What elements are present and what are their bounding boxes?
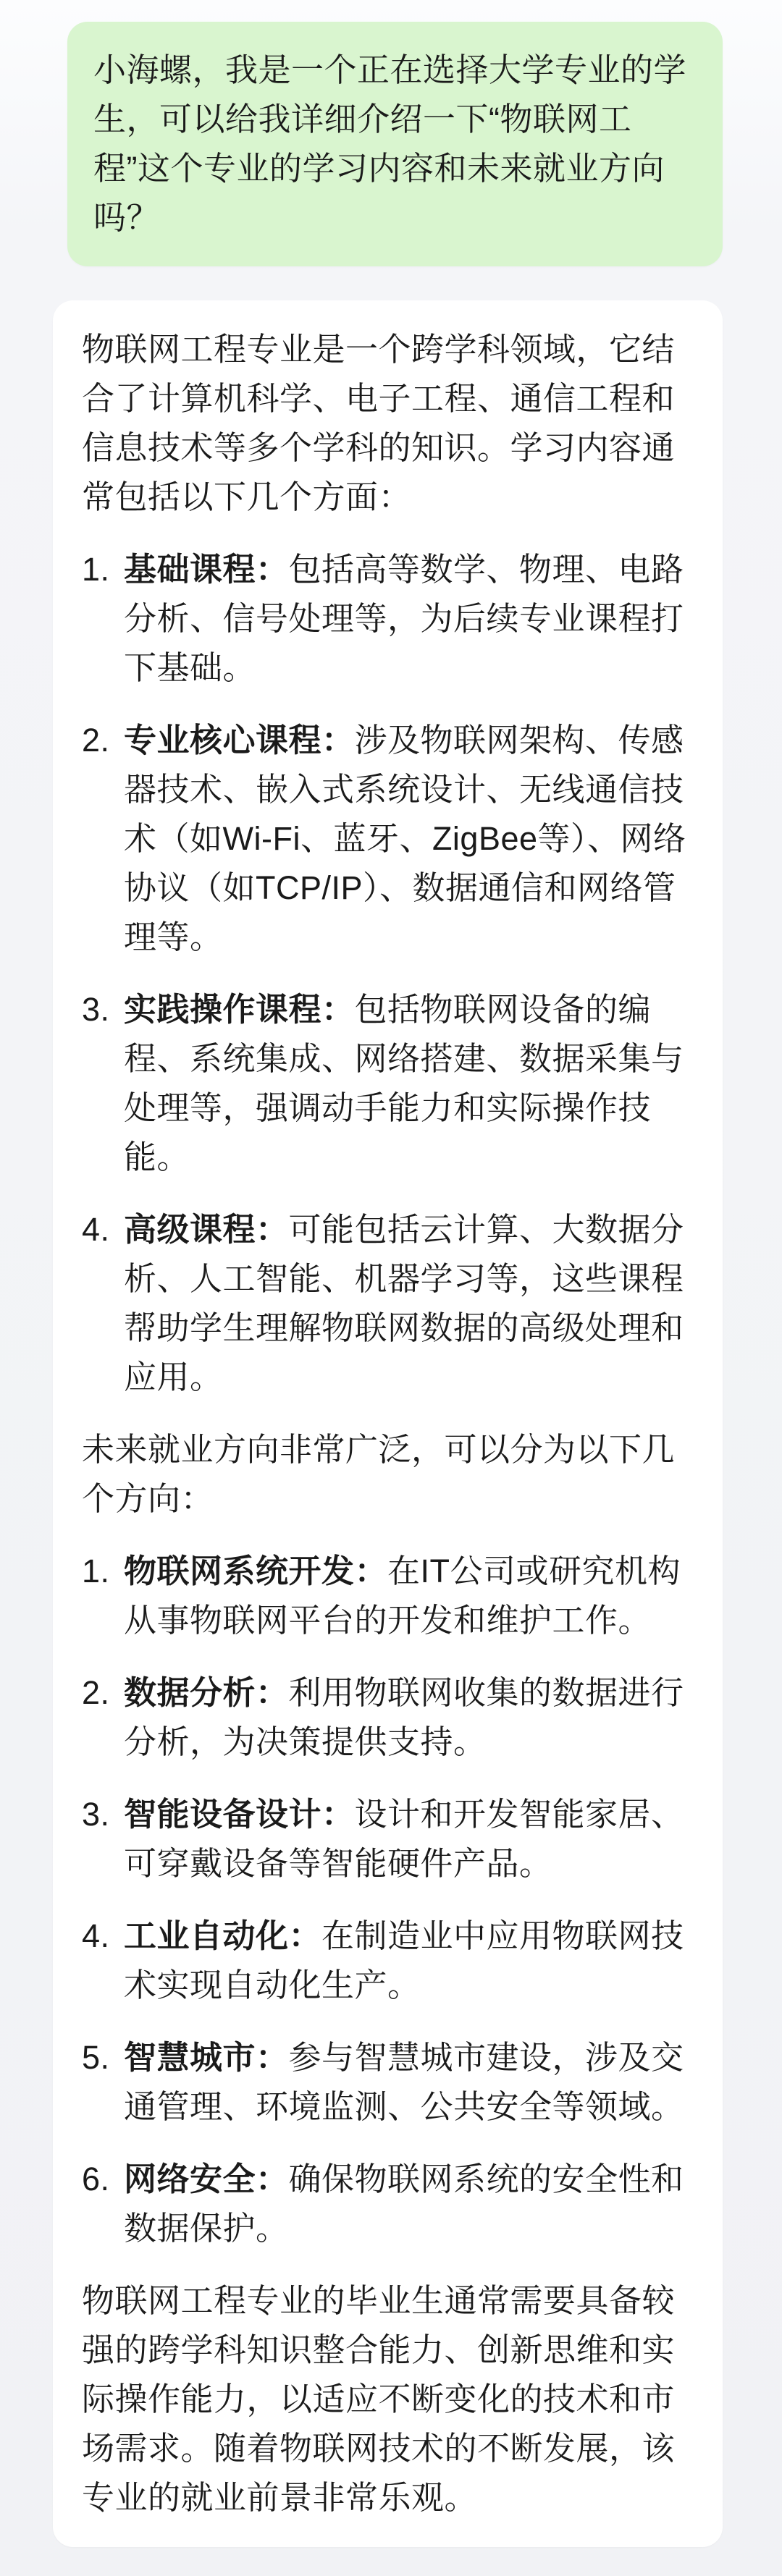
list-item-body: 利用物联网收集的数据进行分析，为决策提供支持。 — [124, 1674, 684, 1760]
list-item-career-5 — [82, 2033, 694, 2132]
career-direction-list — [82, 1547, 694, 2253]
list-item-body: 包括物联网设备的编程、系统集成、网络搭建、数据采集与处理等，强调动手能力和实际操作技能。 — [124, 991, 684, 1175]
list-item-text — [124, 2033, 694, 2132]
list-item-text — [124, 1547, 694, 1645]
list-item-study-3 — [82, 985, 694, 1182]
assistant-intro-paragraph: 物联网工程专业是一个跨学科领域，它结合了计算机科学、电子工程、通信工程和信息技术等多个学科的知识。学习内容通常包括以下几个方面： — [82, 331, 676, 515]
list-item-study-2 — [82, 716, 694, 962]
list-item-number: 1. — [82, 551, 110, 588]
list-item-body: 包括高等数学、物理、电路分析、信号处理等，为后续专业课程打下基础。 — [124, 551, 684, 686]
assistant-message-bubble — [53, 300, 723, 2547]
list-item-title: 物联网系统开发： — [124, 1553, 388, 1589]
list-item-body: 在制造业中应用物联网技术实现自动化生产。 — [124, 1917, 684, 2003]
user-message-text: 小海螺，我是一个正在选择大学专业的学生，可以给我详细介绍一下“物联网工程”这个专业的学习内容和未来就业方向吗？ — [93, 51, 687, 236]
list-item-study-1 — [82, 545, 694, 693]
list-item-title: 智能设备设计： — [124, 1796, 355, 1833]
list-item-body: 参与智慧城市建设，涉及交通管理、环境监测、公共安全等领域。 — [124, 2039, 684, 2125]
list-item-career-3 — [82, 1790, 694, 1888]
list-item-body: 设计和开发智能家居、可穿戴设备等智能硬件产品。 — [124, 1796, 684, 1882]
list-item-career-2 — [82, 1668, 694, 1767]
list-item-body: 在IT公司或研究机构从事物联网平台的开发和维护工作。 — [124, 1553, 681, 1639]
list-item-body: 涉及物联网架构、传感器技术、嵌入式系统设计、无线通信技术（如Wi-Fi、蓝牙、ZigBee等）、网络协议（如TCP/IP）、数据通信和网络管理等。 — [124, 722, 686, 955]
list-item-body: 确保物联网系统的安全性和数据保护。 — [124, 2161, 684, 2247]
list-item-number: 2. — [82, 1674, 110, 1711]
user-message-bubble — [67, 22, 723, 266]
list-item-number: 3. — [82, 1796, 110, 1833]
list-item-number: 3. — [82, 991, 110, 1028]
list-item-text — [124, 2155, 694, 2253]
list-item-text — [124, 1205, 694, 1402]
list-item-number: 2. — [82, 722, 110, 759]
list-item-text — [124, 716, 694, 962]
list-item-text — [124, 985, 694, 1182]
list-item-title: 实践操作课程： — [124, 991, 355, 1028]
list-item-title: 基础课程： — [124, 551, 289, 588]
study-content-list — [82, 545, 694, 1402]
list-item-text — [124, 545, 694, 693]
list-item-number: 5. — [82, 2039, 110, 2076]
list-item-career-1 — [82, 1547, 694, 1645]
list-item-number: 1. — [82, 1553, 110, 1589]
list-item-title: 工业自动化： — [124, 1917, 322, 1954]
list-item-text — [124, 1912, 694, 2010]
career-intro-paragraph: 未来就业方向非常广泛，可以分为以下几个方向： — [82, 1431, 676, 1517]
list-item-number: 4. — [82, 1917, 110, 1954]
list-item-title: 智慧城市： — [124, 2039, 289, 2076]
assistant-closing-paragraph: 物联网工程专业的毕业生通常需要具备较强的跨学科知识整合能力、创新思维和实际操作能力，以适应不断变化的技术和市场需求。随着物联网技术的不断发展，该专业的就业前景非常乐观。 — [82, 2282, 676, 2516]
list-item-title: 数据分析： — [124, 1674, 289, 1711]
list-item-number: 6. — [82, 2161, 110, 2197]
list-item-text — [124, 1668, 694, 1767]
list-item-study-4 — [82, 1205, 694, 1402]
list-item-body: 可能包括云计算、大数据分析、人工智能、机器学习等，这些课程帮助学生理解物联网数据的高级处理和应用。 — [124, 1211, 684, 1395]
list-item-career-6 — [82, 2155, 694, 2253]
list-item-text — [124, 1790, 694, 1888]
list-item-title: 专业核心课程： — [124, 722, 355, 759]
list-item-title: 高级课程： — [124, 1211, 289, 1248]
list-item-title: 网络安全： — [124, 2161, 289, 2197]
list-item-career-4 — [82, 1912, 694, 2010]
list-item-number: 4. — [82, 1211, 110, 1248]
